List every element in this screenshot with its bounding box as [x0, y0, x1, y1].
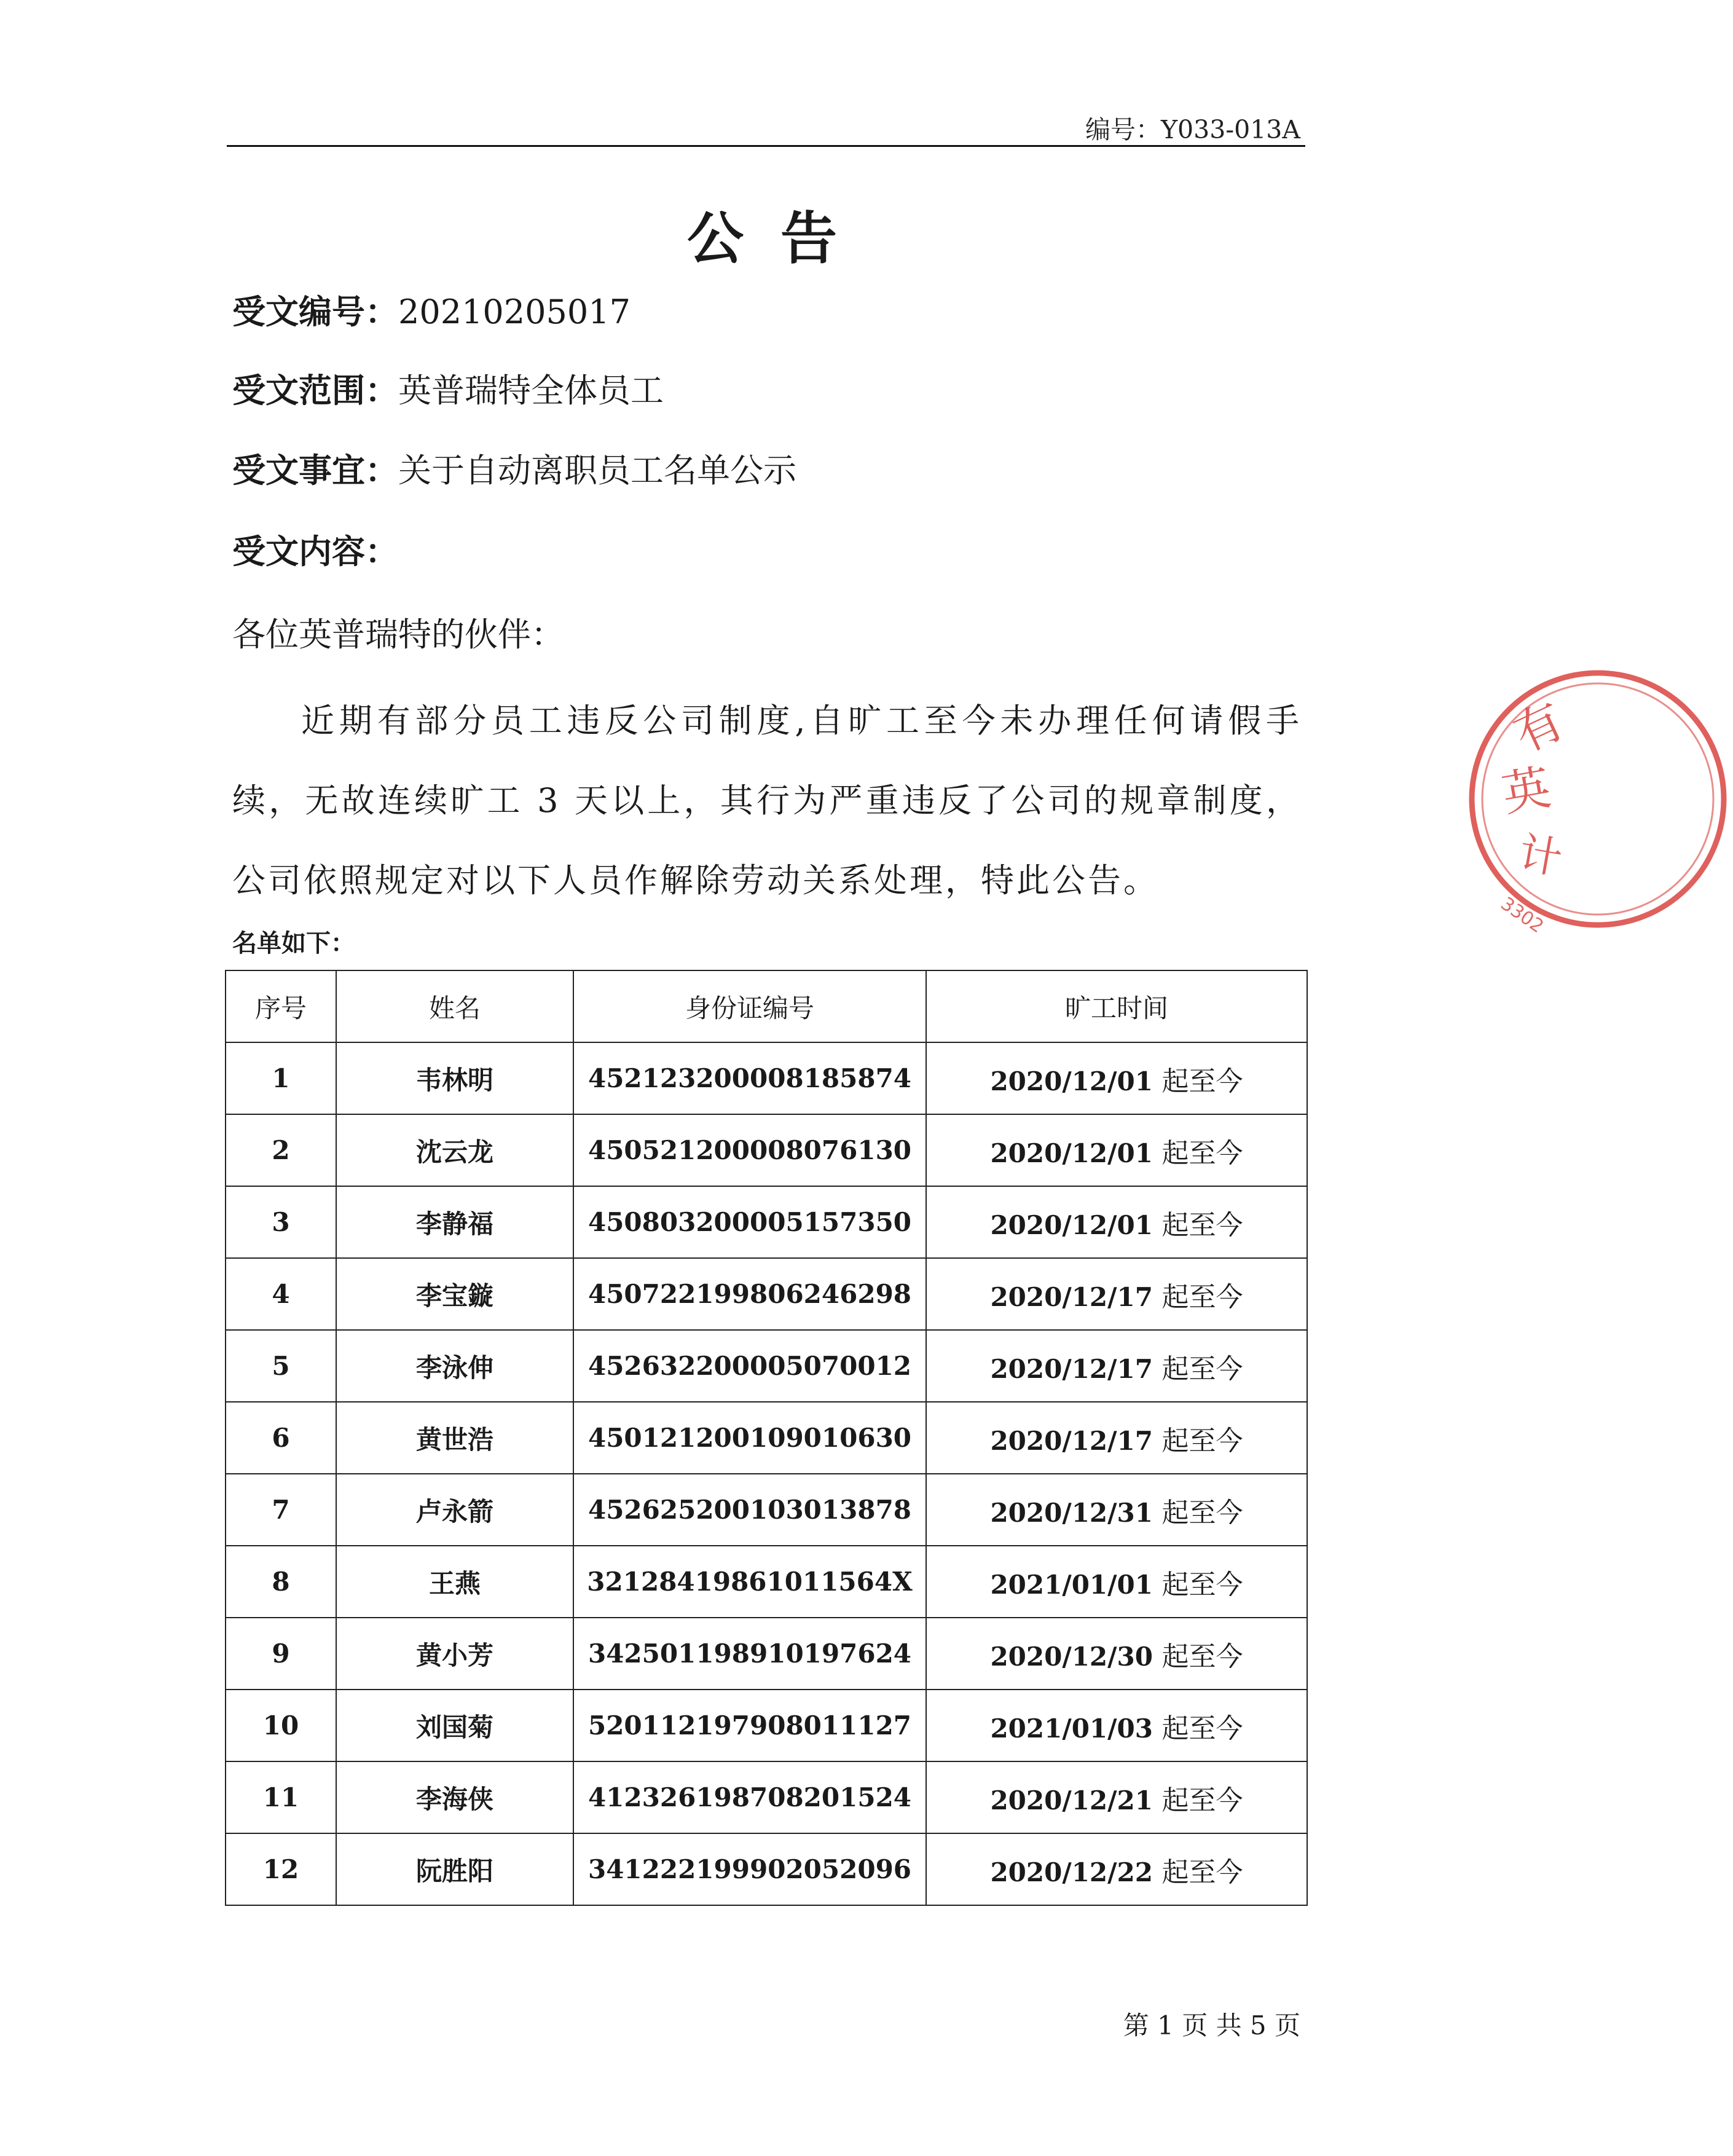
- document-number: 编号：Y033-013A: [1085, 115, 1300, 144]
- row-no: 8: [226, 1546, 336, 1618]
- row-no: 11: [226, 1761, 336, 1833]
- absence-start-date: 2020/12/01: [990, 1210, 1153, 1240]
- absence-suffix: 起至今: [1161, 1137, 1243, 1169]
- absence-suffix: 起至今: [1161, 1065, 1243, 1097]
- seal-character: 英: [1498, 760, 1555, 823]
- row-name: 刘国菊: [336, 1690, 573, 1761]
- absence-start-date: 2020/12/30: [990, 1641, 1153, 1672]
- table-row: [226, 1833, 1307, 1905]
- header-divider: [227, 145, 1305, 147]
- row-id-number: 450121200109010630: [573, 1402, 926, 1474]
- row-name: 李静福: [336, 1186, 573, 1258]
- absence-start-date: 2020/12/17: [990, 1353, 1153, 1384]
- table-header-row: [226, 970, 1307, 1042]
- doc-id-label: 受文编号：: [232, 292, 398, 331]
- table-row: [226, 1474, 1307, 1546]
- col-header-absence: 旷工时间: [926, 970, 1307, 1042]
- row-name: 李宝鏇: [336, 1258, 573, 1330]
- row-absence-time: [926, 1186, 1307, 1258]
- page-footer: 第 1 页 共 5 页: [1123, 2010, 1300, 2040]
- absence-suffix: 起至今: [1161, 1640, 1243, 1672]
- absence-start-date: 2020/12/17: [990, 1425, 1153, 1456]
- absence-start-date: 2020/12/17: [990, 1281, 1153, 1312]
- col-header-id: 身份证编号: [573, 970, 926, 1042]
- table-row: [226, 1186, 1307, 1258]
- row-id-number: 452123200008185874: [573, 1042, 926, 1114]
- absence-suffix: 起至今: [1161, 1712, 1243, 1744]
- doc-id-field: [232, 286, 631, 333]
- row-no: 9: [226, 1618, 336, 1690]
- row-absence-time: [926, 1761, 1307, 1833]
- row-id-number: 450803200005157350: [573, 1186, 926, 1258]
- row-name: 李海侠: [336, 1761, 573, 1833]
- scope-value: 英普瑞特全体员工: [398, 371, 664, 410]
- row-id-number: 520112197908011127: [573, 1690, 926, 1761]
- row-no: 4: [226, 1258, 336, 1330]
- matter-field: [232, 444, 796, 492]
- absence-suffix: 起至今: [1161, 1856, 1243, 1888]
- row-absence-time: [926, 1833, 1307, 1905]
- table-row: [226, 1114, 1307, 1186]
- row-name: 沈云龙: [336, 1114, 573, 1186]
- row-no: 10: [226, 1690, 336, 1761]
- absence-suffix: 起至今: [1161, 1353, 1243, 1385]
- absence-start-date: 2020/12/31: [990, 1497, 1153, 1528]
- row-id-number: 450521200008076130: [573, 1114, 926, 1186]
- row-absence-time: [926, 1690, 1307, 1761]
- absence-start-date: 2020/12/01: [990, 1138, 1153, 1168]
- absence-suffix: 起至今: [1161, 1209, 1243, 1241]
- row-absence-time: [926, 1546, 1307, 1618]
- row-id-number: 452632200005070012: [573, 1330, 926, 1402]
- row-absence-time: [926, 1114, 1307, 1186]
- absence-suffix: 起至今: [1161, 1425, 1243, 1457]
- content-label: 受文内容：: [232, 532, 398, 571]
- seal-character: 计: [1515, 827, 1566, 884]
- row-name: 黄世浩: [336, 1402, 573, 1474]
- table-row: [226, 1402, 1307, 1474]
- absence-start-date: 2020/12/21: [990, 1785, 1153, 1816]
- col-header-name: 姓名: [336, 970, 573, 1042]
- col-header-no: 序号: [226, 970, 336, 1042]
- row-absence-time: [926, 1042, 1307, 1114]
- scope-label: 受文范围：: [232, 371, 398, 410]
- scope-field: [232, 364, 664, 412]
- row-id-number: 412326198708201524: [573, 1761, 926, 1833]
- body-paragraph: 近期有部分员工违反公司制度,自旷工至今未办理任何请假手续，无故连续旷工 3 天以上，其行为严重违反了公司的规章制度，公司依照规定对以下人员作解除劳动关系处理，特此公告。: [232, 701, 1302, 900]
- row-absence-time: [926, 1402, 1307, 1474]
- table-row: [226, 1042, 1307, 1114]
- row-name: 黄小芳: [336, 1618, 573, 1690]
- row-absence-time: [926, 1330, 1307, 1402]
- row-no: 5: [226, 1330, 336, 1402]
- company-seal: [1463, 664, 1733, 938]
- row-id-number: 452625200103013878: [573, 1474, 926, 1546]
- row-no: 7: [226, 1474, 336, 1546]
- table-row: [226, 1546, 1307, 1618]
- row-name: 阮胜阳: [336, 1833, 573, 1905]
- seal-code: 3302: [1496, 892, 1548, 938]
- seal-character: 有: [1505, 693, 1573, 764]
- greeting: 各位英普瑞特的伙伴：: [232, 615, 564, 654]
- table-row: [226, 1761, 1307, 1833]
- doc-id-value: 20210205017: [398, 293, 631, 331]
- absence-suffix: 起至今: [1161, 1281, 1243, 1313]
- table-row: [226, 1618, 1307, 1690]
- row-id-number: 32128419861011564X: [573, 1546, 926, 1618]
- absence-suffix: 起至今: [1161, 1497, 1243, 1528]
- row-no: 6: [226, 1402, 336, 1474]
- page-title: 公告: [686, 205, 874, 272]
- row-id-number: 342501198910197624: [573, 1618, 926, 1690]
- row-id-number: 341222199902052096: [573, 1833, 926, 1905]
- absence-start-date: 2020/12/22: [990, 1857, 1153, 1887]
- row-name: 王燕: [336, 1546, 573, 1618]
- absence-start-date: 2021/01/03: [990, 1713, 1153, 1744]
- row-name: 韦林明: [336, 1042, 573, 1114]
- row-id-number: 450722199806246298: [573, 1258, 926, 1330]
- row-no: 1: [226, 1042, 336, 1114]
- table-row: [226, 1258, 1307, 1330]
- absence-suffix: 起至今: [1161, 1568, 1243, 1600]
- absence-start-date: 2020/12/01: [990, 1066, 1153, 1096]
- matter-value: 关于自动离职员工名单公示: [398, 451, 796, 490]
- table-row: [226, 1330, 1307, 1402]
- row-name: 李泳伸: [336, 1330, 573, 1402]
- absence-start-date: 2021/01/01: [990, 1569, 1153, 1600]
- row-absence-time: [926, 1474, 1307, 1546]
- dismissal-table: [225, 970, 1308, 1906]
- list-title: 名单如下：: [232, 929, 355, 958]
- row-absence-time: [926, 1618, 1307, 1690]
- content-field: [232, 525, 398, 573]
- table-row: [226, 1690, 1307, 1761]
- row-name: 卢永箭: [336, 1474, 573, 1546]
- row-no: 3: [226, 1186, 336, 1258]
- row-absence-time: [926, 1258, 1307, 1330]
- row-no: 12: [226, 1833, 336, 1905]
- absence-suffix: 起至今: [1161, 1784, 1243, 1816]
- matter-label: 受文事宜：: [232, 450, 398, 490]
- row-no: 2: [226, 1114, 336, 1186]
